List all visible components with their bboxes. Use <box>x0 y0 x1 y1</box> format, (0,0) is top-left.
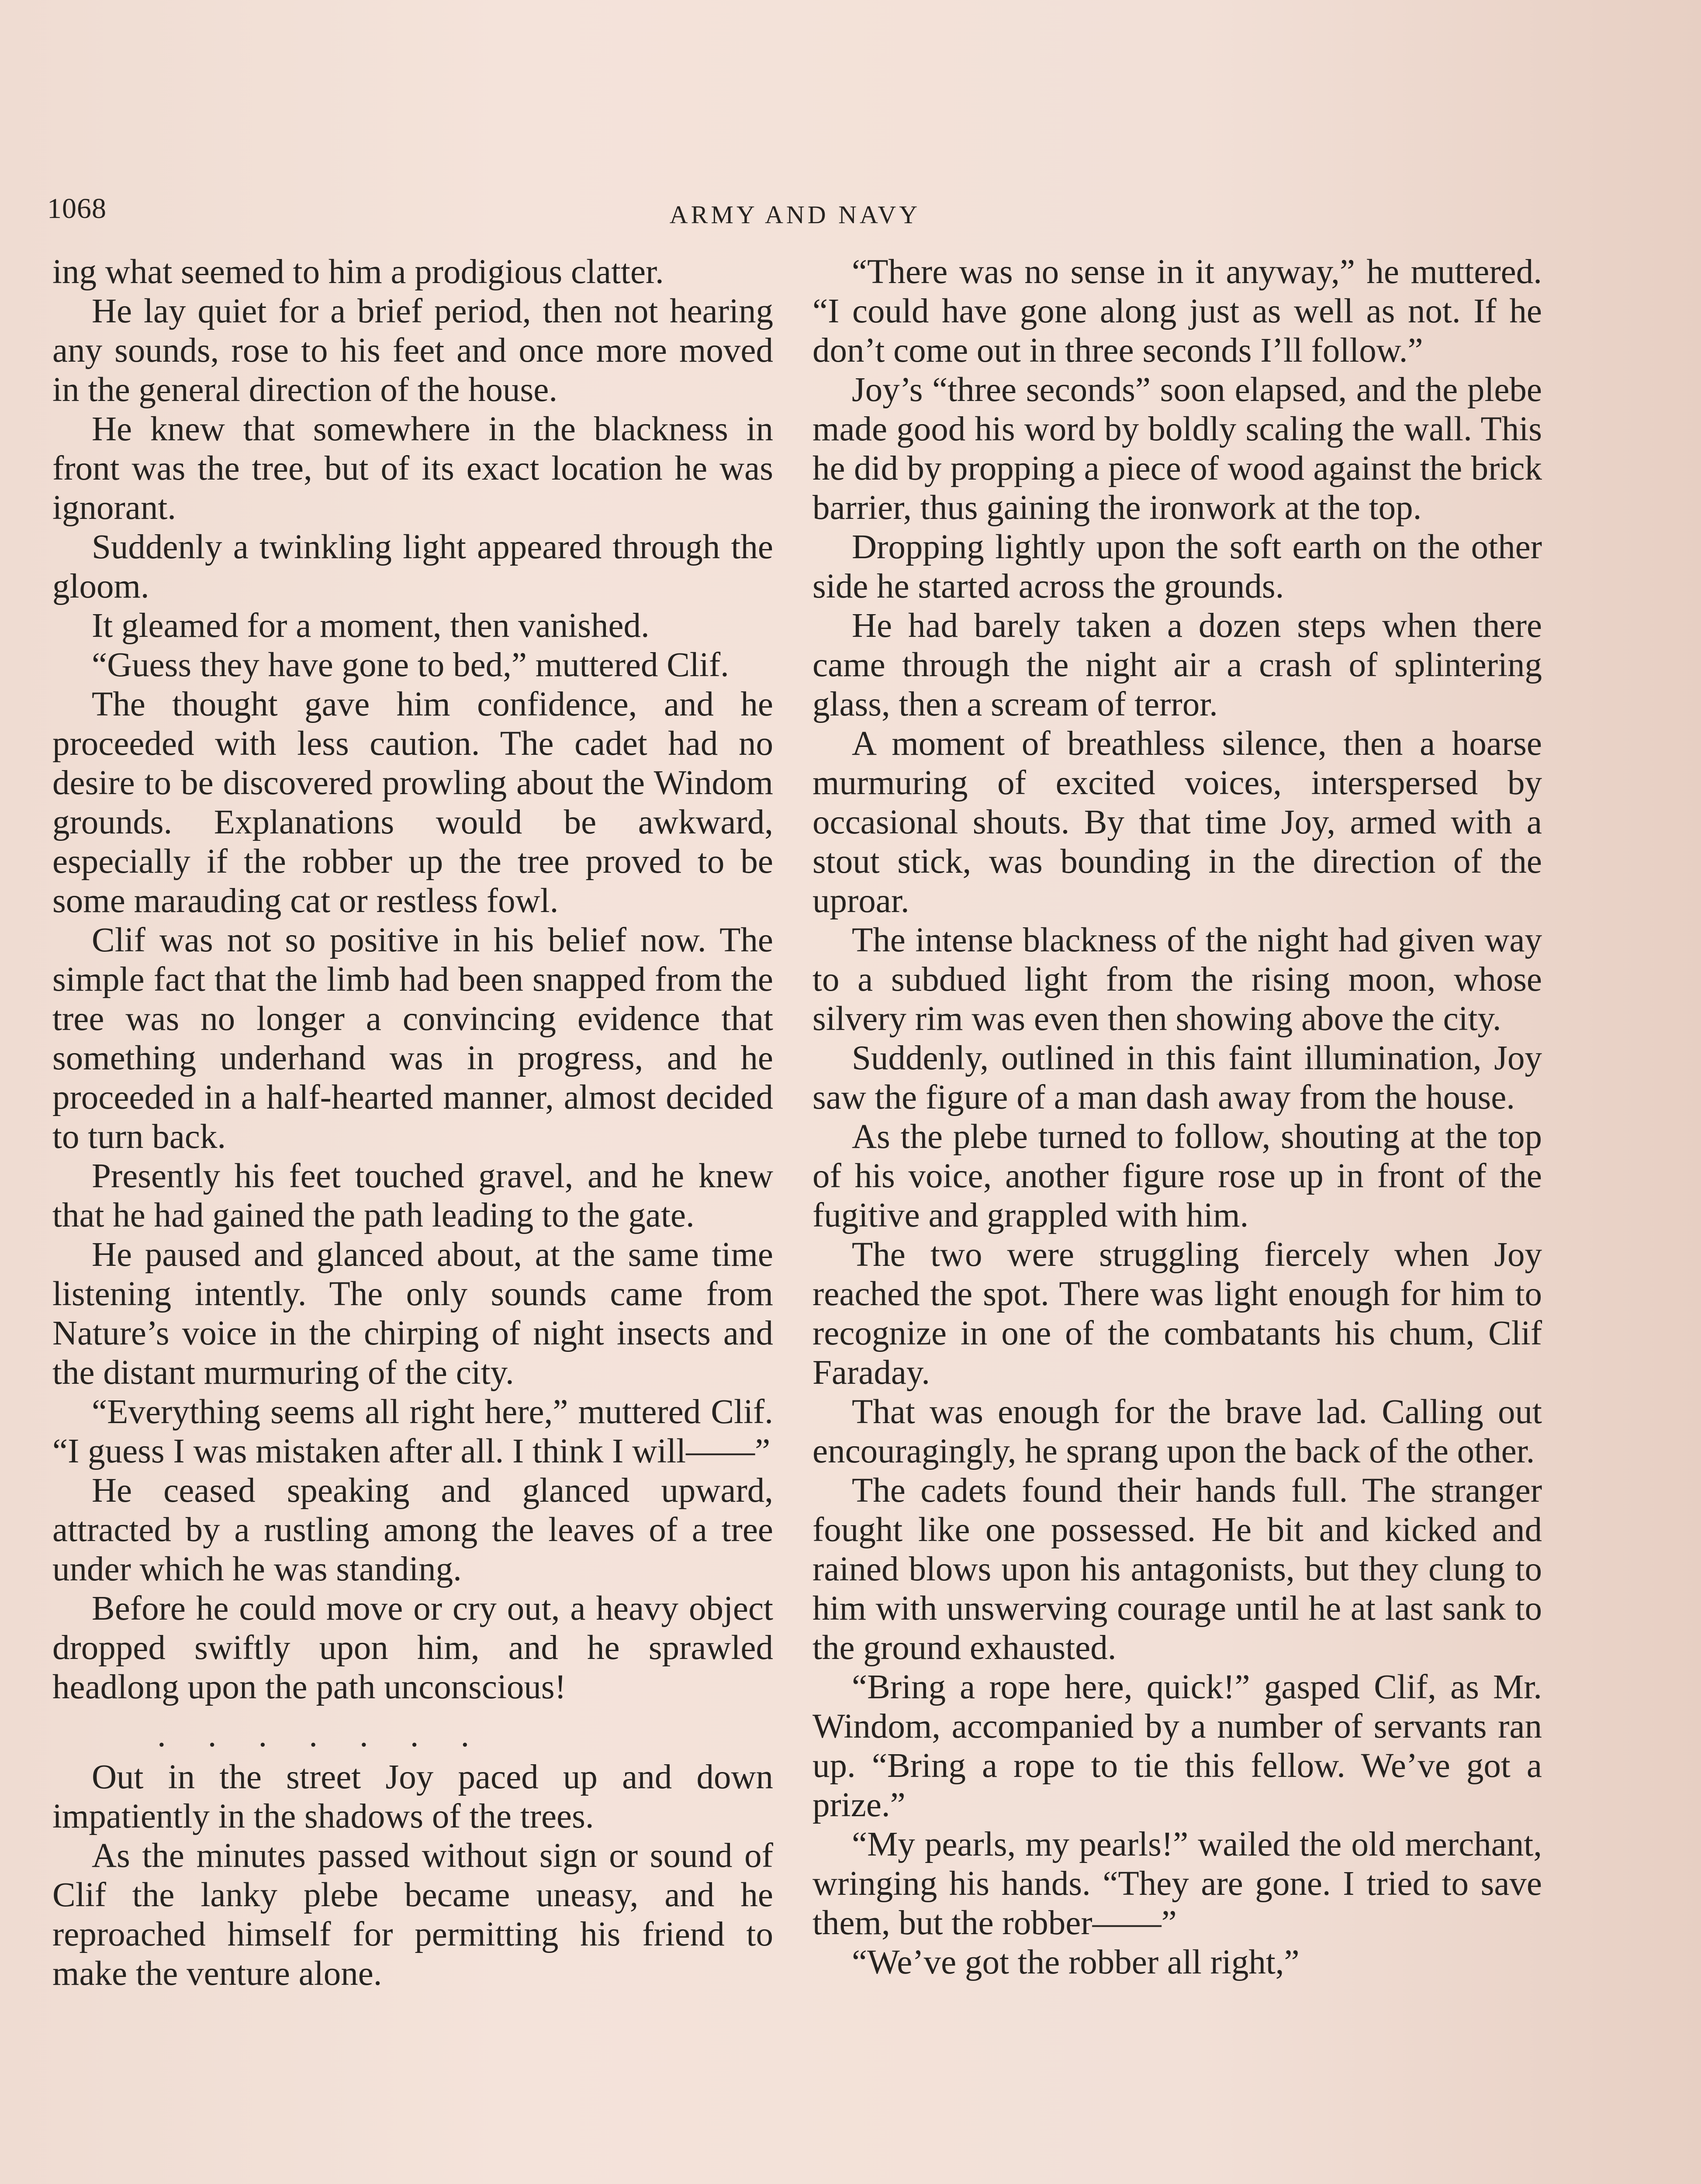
paragraph: He ceased speaking and glanced upward, attracted by a rustling among the leaves of a tree under which he was standing. <box>52 1472 773 1588</box>
paragraph: Clif was not so positive in his belief now. The simple fact that the limb had been snapped from the tree was no longer a convincing evidence that something underhand was in progress, and he proceeded in a half-hearted manner, almost decided to turn back. <box>52 921 773 1156</box>
paragraph: Before he could move or cry out, a heavy object dropped swiftly upon him, and he sprawled headlong upon the path unconscious! <box>52 1590 773 1706</box>
paragraph: ing what seemed to him a prodigious clatter. <box>52 253 664 291</box>
paragraph: Presently his feet touched gravel, and he knew that he had gained the path leading to the gate. <box>52 1157 773 1234</box>
paragraph: Dropping lightly upon the soft earth on the other side he started across the grounds. <box>812 528 1542 605</box>
paragraph: Suddenly, outlined in this faint illumination, Joy saw the figure of a man dash away from the house. <box>812 1039 1542 1116</box>
right-column <box>812 252 1542 1982</box>
paragraph: He paused and glanced about, at the same time listening intently. The only sounds came from Nature’s voice in the chirping of night insects and the distant murmuring of the city. <box>52 1236 773 1392</box>
paragraph: The thought gave him confidence, and he proceeded with less caution. The cadet had no desire to be discovered prowling about the Windom grounds. Explanations would be awkward, especially if the robber up the tree proved to be some marauding cat or restless fowl. <box>52 685 773 920</box>
paragraph: “There was no sense in it anyway,” he muttered. “I could have gone along just as well as not. If he don’t come out in three seconds I’ll follow.” <box>812 253 1542 370</box>
paragraph: Out in the street Joy paced up and down impatiently in the shadows of the trees. <box>52 1758 773 1835</box>
paragraph: “Everything seems all right here,” muttered Clif. “I guess I was mistaken after all. I think I will——” <box>52 1393 773 1470</box>
paragraph: Joy’s “three seconds” soon elapsed, and the plebe made good his word by boldly scaling the wall. This he did by propping a piece of wood against the brick barrier, thus gaining the ironwork at the top. <box>812 371 1542 527</box>
paragraph: It gleamed for a moment, then vanished. <box>92 607 650 645</box>
left-column <box>52 252 773 1994</box>
paragraph: The intense blackness of the night had given way to a subdued light from the rising moon, whose silvery rim was even then showing above the city. <box>812 921 1542 1038</box>
paragraph: “Bring a rope here, quick!” gasped Clif, as Mr. Windom, accompanied by a number of servants ran up. “Bring a rope to tie this fellow. We’ve got a prize.” <box>812 1668 1542 1824</box>
paragraph: The two were struggling fiercely when Joy reached the spot. There was light enough for him to recognize in one of the combatants his chum, Clif Faraday. <box>812 1236 1542 1392</box>
paragraph: The cadets found their hands full. The stranger fought like one possessed. He bit and kicked and rained blows upon his antagonists, but they clung to him with unswerving courage until he at last sank to the ground exhausted. <box>812 1472 1542 1667</box>
paragraph: He had barely taken a dozen steps when there came through the night air a crash of splintering glass, then a scream of terror. <box>812 607 1542 723</box>
paragraph: A moment of breathless silence, then a hoarse murmuring of excited voices, interspersed by occasional shouts. By that time Joy, armed with a stout stick, was bounding in the direction of the uproar. <box>812 725 1542 920</box>
paragraph: As the plebe turned to follow, shouting at the top of his voice, another figure rose up in front of the fugitive and grappled with him. <box>812 1118 1542 1234</box>
paragraph: “My pearls, my pearls!” wailed the old merchant, wringing his hands. “They are gone. I tried to save them, but the robber——” <box>812 1825 1542 1942</box>
running-head: ARMY AND NAVY <box>669 200 921 229</box>
section-break: ....... <box>157 1716 512 1754</box>
paragraph: “Guess they have gone to bed,” muttered Clif. <box>92 646 729 684</box>
paragraph: That was enough for the brave lad. Calling out encouragingly, he sprang upon the back of the other. <box>812 1393 1542 1470</box>
paragraph: As the minutes passed without sign or sound of Clif the lanky plebe became uneasy, and he reproached himself for permitting his friend to make the venture alone. <box>52 1837 773 1993</box>
paragraph: Suddenly a twinkling light appeared through the gloom. <box>52 528 773 605</box>
paragraph: He lay quiet for a brief period, then not hearing any sounds, rose to his feet and once more moved in the general direction of the house. <box>52 292 773 409</box>
page-number: 1068 <box>47 193 107 225</box>
paragraph: He knew that somewhere in the blackness in front was the tree, but of its exact location he was ignorant. <box>52 410 773 527</box>
paragraph: “We’ve got the robber all right,” <box>852 1943 1300 1981</box>
